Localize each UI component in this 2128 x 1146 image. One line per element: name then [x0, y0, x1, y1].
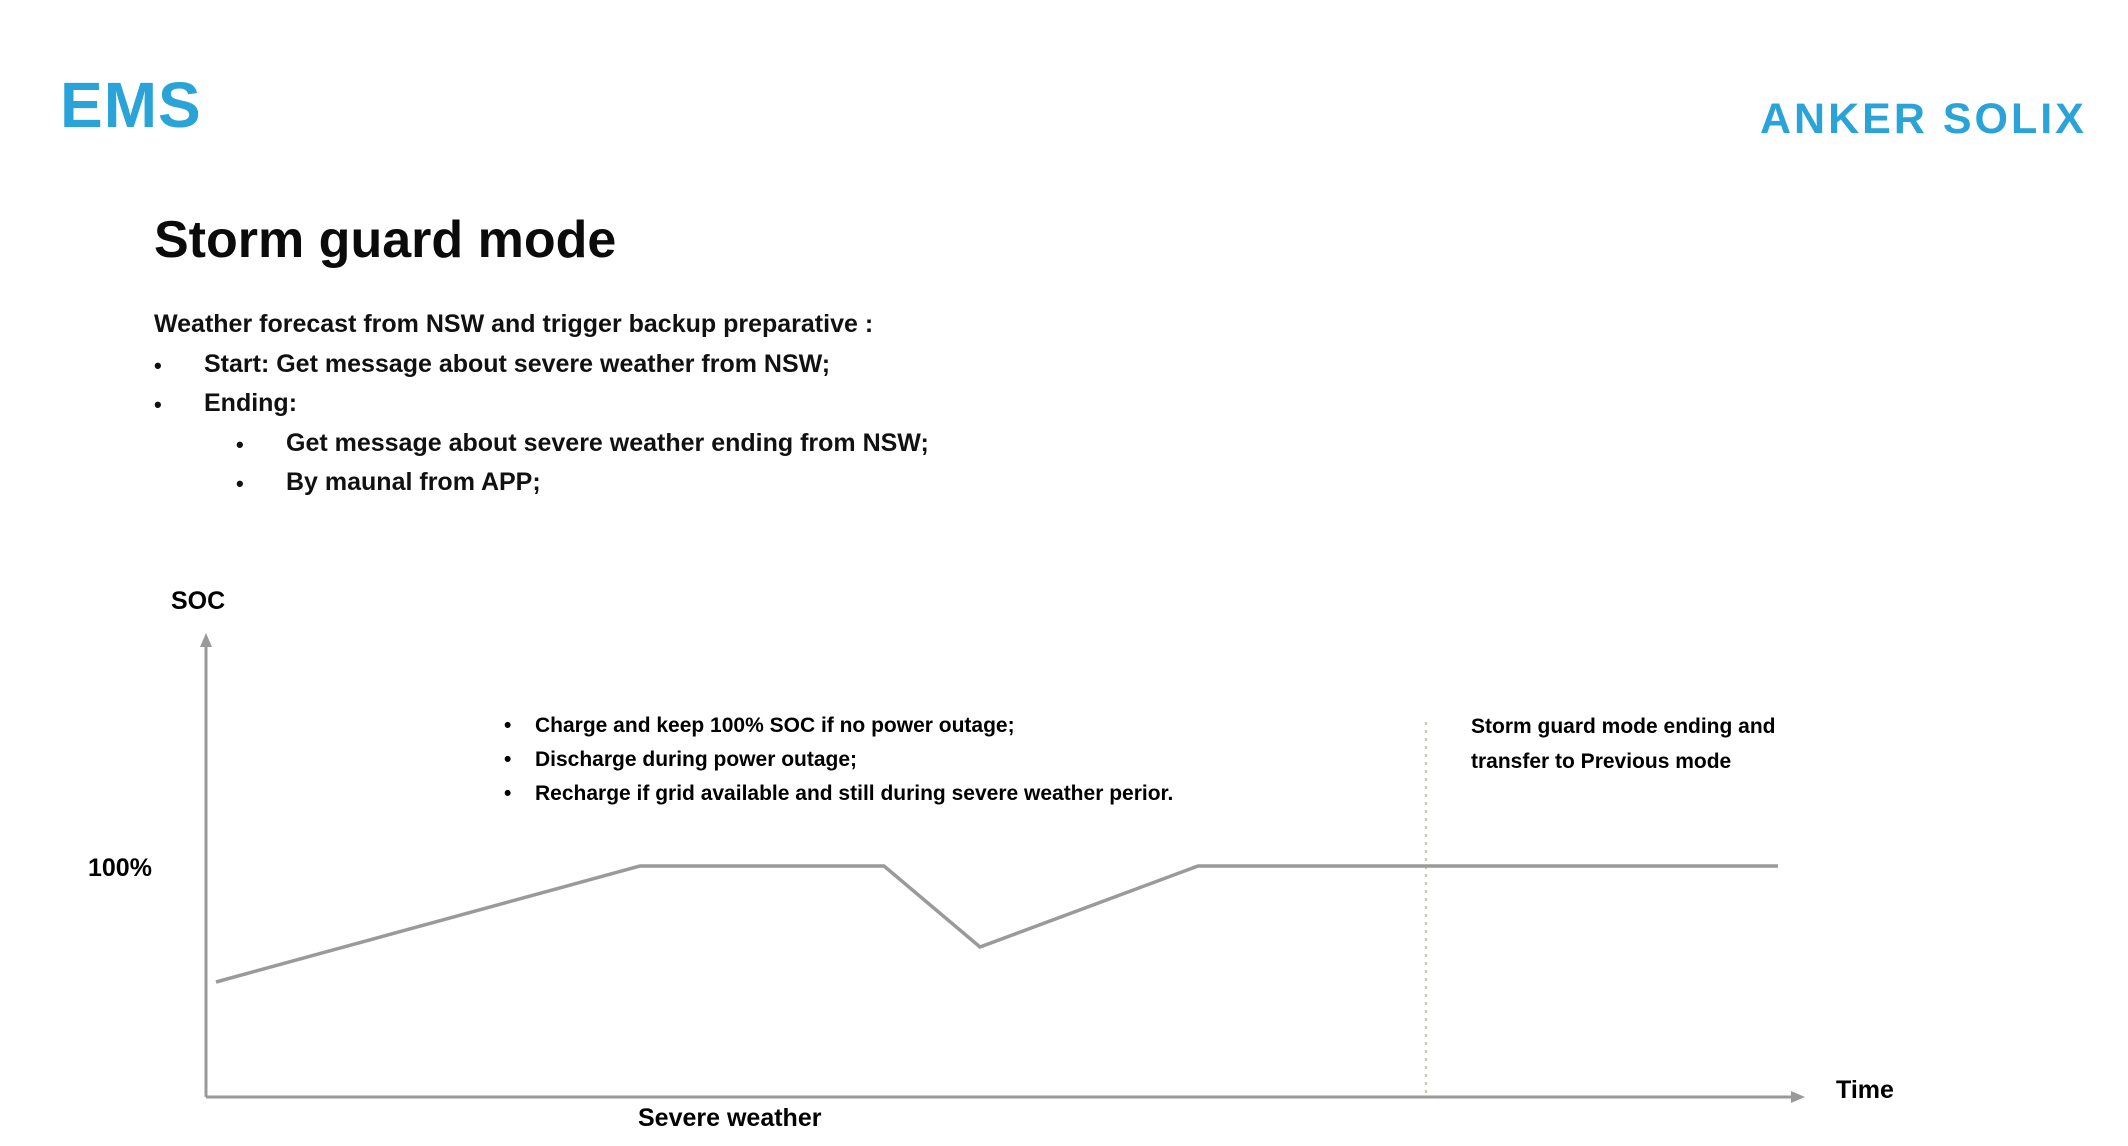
intro-text: Weather forecast from NSW and trigger backup preparative :	[154, 310, 874, 338]
behavior-note-discharge: Discharge during power outage;	[535, 748, 858, 771]
bullet-dot: •	[154, 353, 162, 378]
bullet-dot: •	[154, 392, 162, 417]
end-note-line-2: transfer to Previous mode	[1471, 750, 1732, 773]
behavior-note-charge: Charge and keep 100% SOC if no power outage;	[535, 714, 1015, 737]
note-dot: •	[504, 714, 512, 737]
section-label: EMS	[60, 69, 202, 141]
sub-bullet-dot: •	[236, 432, 244, 457]
start-event-label: Severe weather	[638, 1104, 822, 1132]
level-label: 100%	[88, 854, 152, 882]
brand-logo: ANKER SOLIX	[1760, 95, 2087, 143]
x-axis-label: Time	[1836, 1076, 1894, 1104]
note-dot: •	[504, 748, 512, 771]
bullet-start: Start: Get message about severe weather from NSW;	[204, 350, 831, 378]
sub-bullet-dot: •	[236, 471, 244, 496]
bullet-ending: Ending:	[204, 389, 298, 417]
sub-bullet-nsw: Get message about severe weather ending from NSW;	[286, 429, 929, 457]
note-dot: •	[504, 782, 512, 805]
y-axis-label: SOC	[171, 587, 226, 615]
behavior-note-recharge: Recharge if grid available and still during severe weather perior.	[535, 782, 1174, 805]
sub-bullet-app: By maunal from APP;	[286, 468, 541, 496]
soc-line	[216, 866, 1778, 982]
end-note-line-1: Storm guard mode ending and	[1471, 715, 1776, 738]
slide-title: Storm guard mode	[154, 211, 617, 269]
